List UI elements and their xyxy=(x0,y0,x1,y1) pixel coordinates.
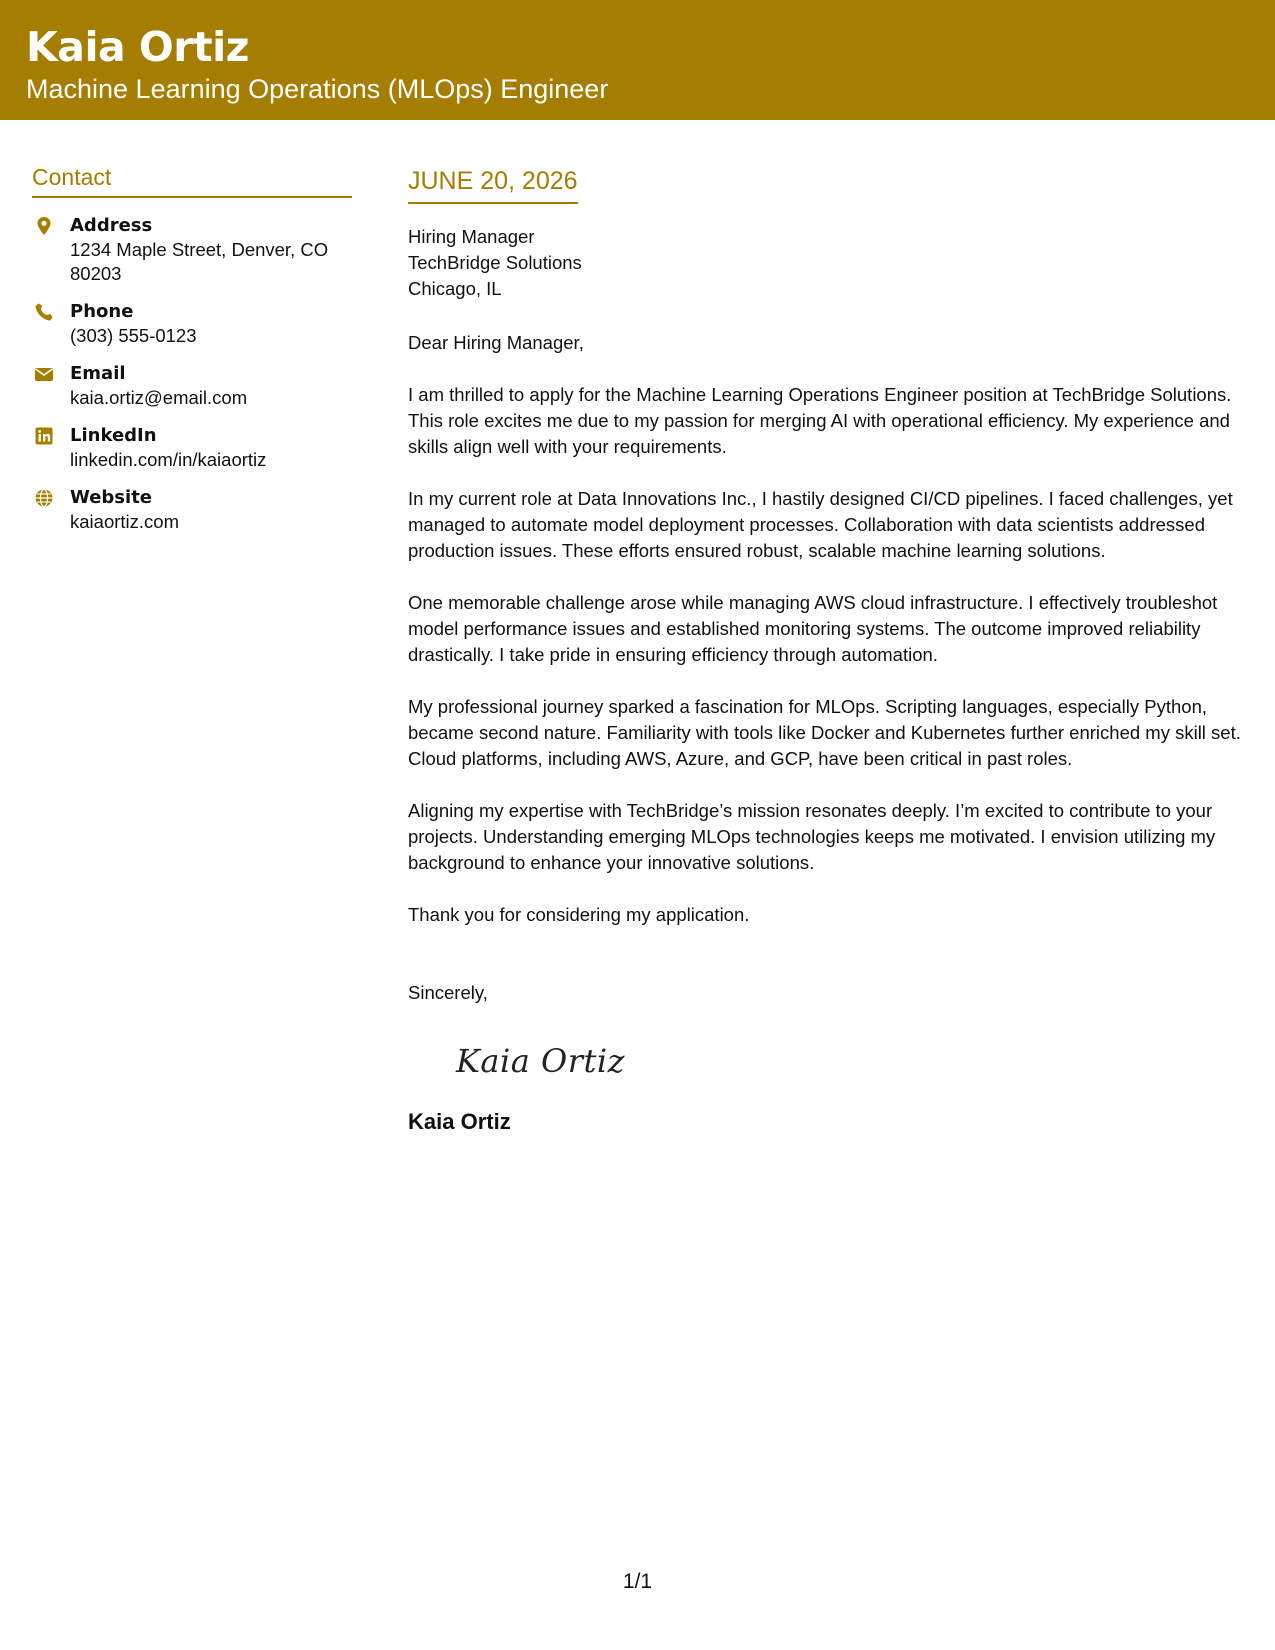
contact-linkedin xyxy=(32,424,352,472)
contact-label: Phone xyxy=(70,301,134,322)
recipient-line: TechBridge Solutions xyxy=(408,252,582,273)
signer-name: Kaia Ortiz xyxy=(408,1109,511,1134)
applicant-name: Kaia Ortiz xyxy=(26,23,250,71)
body-paragraph: I am thrilled to apply for the Machine Learning Operations Engineer position at TechBridge Solutions. This role excites me due to my passion for merging AI with operational efficiency. My experience and skills align well with your requirements. xyxy=(408,384,1232,457)
body-paragraph: In my current role at Data Innovations Inc., I hastily designed CI/CD pipelines. I faced challenges, yet managed to automate model deployment processes. Collaboration with data scientists addressed production issues. These efforts ensured robust, scalable machine learning solutions. xyxy=(408,488,1233,561)
body-paragraph: My professional journey sparked a fascination for MLOps. Scripting languages, especially Python, became second nature. Familiarity with tools like Docker and Kubernetes further enriched my skill set. Cloud platforms, including AWS, Azure, and GCP, have been critical in past roles. xyxy=(408,696,1241,769)
contact-heading: Contact xyxy=(32,162,352,198)
globe-icon xyxy=(34,488,54,508)
body-paragraph: One memorable challenge arose while managing AWS cloud infrastructure. I effectively troubleshot model performance issues and established monitoring systems. The outcome improved reliability drastically. I take pride in ensuring efficiency through automation. xyxy=(408,592,1218,665)
page-number: 1/1 xyxy=(622,1570,653,1593)
recipient-line: Hiring Manager xyxy=(408,226,535,247)
contact-website xyxy=(32,486,352,534)
greeting: Dear Hiring Manager, xyxy=(408,332,584,353)
contact-label: Website xyxy=(70,487,153,508)
contact-label: Email xyxy=(70,363,126,384)
map-pin-icon xyxy=(34,216,54,236)
contact-email xyxy=(32,362,352,410)
contact-value: linkedin.com/in/kaiaortiz xyxy=(70,449,267,470)
contact-value: kaiaortiz.com xyxy=(70,511,179,532)
letter-body xyxy=(408,166,1258,1137)
contact-address xyxy=(32,214,352,286)
phone-icon xyxy=(34,302,54,322)
letter-date: JUNE 20, 2026 xyxy=(408,166,578,204)
contact-sidebar xyxy=(32,162,352,534)
closing: Sincerely, xyxy=(408,982,488,1003)
contact-value: 1234 Maple Street, Denver, CO 80203 xyxy=(70,239,329,284)
body-paragraph: Aligning my expertise with TechBridge’s mission resonates deeply. I’m excited to contribute to your projects. Understanding emerging MLOps technologies keeps me motivated. I envision utilizing my background to enhance your innovative solutions. xyxy=(408,800,1216,873)
contact-value: (303) 555-0123 xyxy=(70,325,197,346)
header-banner xyxy=(0,0,1275,120)
signature-image xyxy=(448,1030,648,1090)
contact-label: Address xyxy=(70,215,153,236)
body-paragraph: Thank you for considering my application. xyxy=(408,904,750,925)
linkedin-icon xyxy=(34,426,54,446)
recipient-block xyxy=(408,224,1258,302)
recipient-line: Chicago, IL xyxy=(408,278,502,299)
envelope-icon xyxy=(34,364,54,384)
job-title: Machine Learning Operations (MLOps) Engineer xyxy=(26,74,609,104)
contact-label: LinkedIn xyxy=(70,425,157,446)
svg-text:Kaia Ortiz: Kaia Ortiz xyxy=(456,1042,625,1080)
contact-value: kaia.ortiz@email.com xyxy=(70,387,248,408)
contact-phone xyxy=(32,300,352,348)
